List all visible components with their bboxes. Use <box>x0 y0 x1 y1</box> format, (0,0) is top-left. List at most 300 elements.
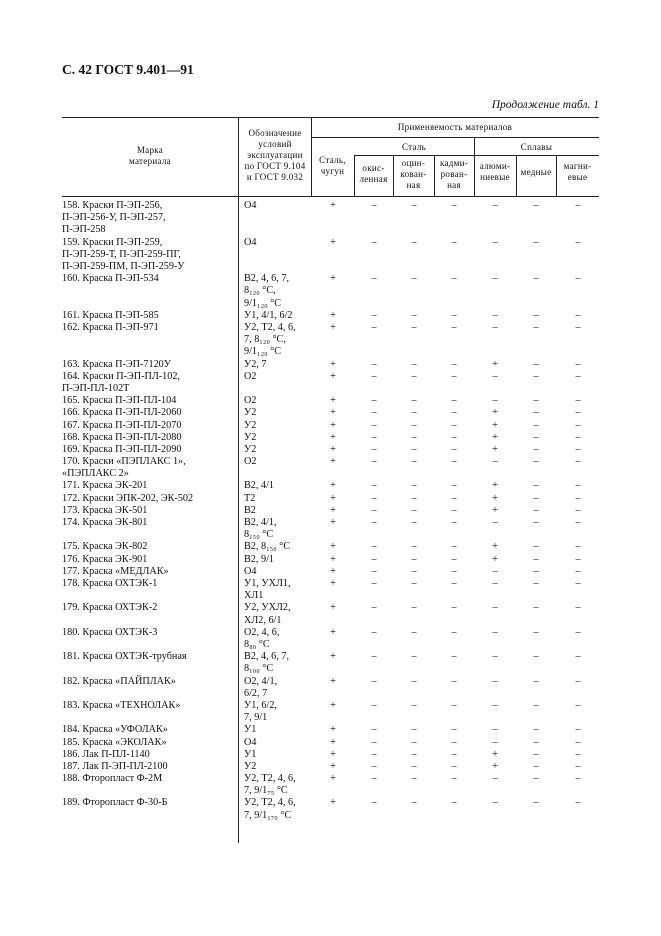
header-stal: Сталь <box>401 142 427 152</box>
conditions-code: У2, 7 <box>244 358 267 370</box>
table-row <box>62 432 599 444</box>
applicability-mark: – <box>533 236 539 248</box>
applicability-mark: + <box>330 773 336 785</box>
applicability-mark: – <box>451 395 457 407</box>
applicability-mark: – <box>411 626 417 638</box>
table-row <box>62 200 599 237</box>
applicability-mark: + <box>330 370 336 382</box>
applicability-mark: + <box>492 431 498 443</box>
applicability-mark: – <box>533 517 539 529</box>
conditions-code: У1 <box>244 724 257 736</box>
applicability-mark: + <box>330 504 336 516</box>
table-row <box>62 700 599 724</box>
applicability-mark: – <box>451 504 457 516</box>
applicability-mark: – <box>371 504 377 516</box>
applicability-mark: + <box>330 419 336 431</box>
material-name: 159. Краски П-ЭП-259, П-ЭП-259-Т, П-ЭП-259-ПГ, П-ЭП-259-ПМ, П-ЭП-259-У <box>62 236 185 272</box>
applicability-mark: + <box>330 443 336 455</box>
applicability-mark: + <box>330 492 336 504</box>
material-name: 185. Краска «ЭКОЛАК» <box>62 736 167 748</box>
material-name: 160. Краска П-ЭП-534 <box>62 273 159 285</box>
applicability-mark: + <box>330 236 336 248</box>
applicability-mark: + <box>492 358 498 370</box>
table-row <box>62 505 599 517</box>
applicability-mark: – <box>411 699 417 711</box>
applicability-mark: – <box>451 724 457 736</box>
applicability-mark: + <box>330 480 336 492</box>
conditions-code: О4 <box>244 236 257 248</box>
applicability-mark: – <box>451 736 457 748</box>
applicability-mark: – <box>533 651 539 663</box>
table-row <box>62 310 599 322</box>
material-name: 174. Краска ЭК-801 <box>62 517 148 529</box>
applicability-mark: – <box>492 724 498 736</box>
material-name: 184. Краска «УФОЛАК» <box>62 724 168 736</box>
conditions-code: У2 <box>244 760 257 772</box>
applicability-mark: + <box>330 577 336 589</box>
conditions-code: У2 <box>244 407 257 419</box>
applicability-mark: + <box>492 760 498 772</box>
applicability-mark: – <box>492 370 498 382</box>
conditions-code: У1, 6/2, 7, 9/1 <box>244 699 277 724</box>
applicability-mark: – <box>411 431 417 443</box>
applicability-mark: + <box>330 517 336 529</box>
applicability-mark: – <box>451 748 457 760</box>
material-name: 189. Фторопласт Ф-30-Б <box>62 797 168 809</box>
applicability-mark: – <box>575 407 581 419</box>
applicability-mark: – <box>411 443 417 455</box>
material-name: 165. Краска П-ЭП-ПЛ-104 <box>62 395 177 407</box>
table-row <box>62 456 599 480</box>
applicability-mark: – <box>371 419 377 431</box>
applicability-mark: – <box>411 456 417 468</box>
applicability-mark: – <box>575 321 581 333</box>
applicability-mark: + <box>492 504 498 516</box>
applicability-mark: – <box>575 443 581 455</box>
applicability-mark: – <box>371 443 377 455</box>
table-row <box>62 627 599 651</box>
header-primenyaemost: Применяемость материалов <box>397 122 513 132</box>
material-name: 167. Краска П-ЭП-ПЛ-2070 <box>62 419 182 431</box>
applicability-mark: – <box>451 492 457 504</box>
applicability-mark: – <box>492 773 498 785</box>
applicability-mark: – <box>451 321 457 333</box>
applicability-mark: – <box>451 565 457 577</box>
applicability-mark: – <box>492 395 498 407</box>
material-name: 179. Краска ОХТЭК-2 <box>62 602 158 614</box>
applicability-mark: – <box>411 724 417 736</box>
applicability-mark: + <box>330 273 336 285</box>
table-row <box>62 724 599 736</box>
applicability-mark: – <box>492 577 498 589</box>
applicability-mark: – <box>411 797 417 809</box>
applicability-mark: – <box>371 748 377 760</box>
applicability-mark: – <box>451 517 457 529</box>
applicability-mark: – <box>533 577 539 589</box>
applicability-mark: – <box>411 358 417 370</box>
applicability-mark: – <box>371 480 377 492</box>
applicability-mark: + <box>330 565 336 577</box>
applicability-mark: – <box>411 675 417 687</box>
applicability-mark: – <box>451 358 457 370</box>
applicability-mark: – <box>451 200 457 211</box>
applicability-mark: – <box>411 321 417 333</box>
applicability-mark: – <box>411 651 417 663</box>
applicability-mark: – <box>533 370 539 382</box>
table-row <box>62 273 599 310</box>
conditions-code: О2 <box>244 456 257 468</box>
applicability-mark: – <box>371 553 377 565</box>
applicability-mark: – <box>533 456 539 468</box>
conditions-code: У2 <box>244 431 257 443</box>
conditions-code: В2, 9/1 <box>244 553 275 565</box>
applicability-mark: – <box>411 419 417 431</box>
applicability-mark: – <box>451 456 457 468</box>
applicability-mark: – <box>533 200 539 211</box>
applicability-mark: – <box>575 760 581 772</box>
material-name: 176. Краска ЭК-901 <box>62 553 148 565</box>
table-row <box>62 602 599 626</box>
applicability-mark: – <box>451 431 457 443</box>
applicability-mark: – <box>575 517 581 529</box>
applicability-mark: – <box>575 370 581 382</box>
applicability-mark: + <box>492 553 498 565</box>
applicability-mark: – <box>533 675 539 687</box>
applicability-mark: – <box>451 699 457 711</box>
applicability-mark: – <box>411 541 417 553</box>
applicability-mark: – <box>533 443 539 455</box>
applicability-mark: + <box>492 407 498 419</box>
applicability-mark: + <box>330 760 336 772</box>
applicability-mark: – <box>451 602 457 614</box>
applicability-mark: – <box>575 565 581 577</box>
conditions-code: У1 <box>244 748 257 760</box>
applicability-mark: – <box>533 321 539 333</box>
applicability-mark: – <box>451 419 457 431</box>
table-row <box>62 797 599 821</box>
conditions-code: У2 <box>244 443 257 455</box>
applicability-mark: – <box>371 431 377 443</box>
table-row <box>62 578 599 602</box>
table-row <box>62 480 599 492</box>
applicability-mark: – <box>371 200 377 211</box>
table-row <box>62 676 599 700</box>
applicability-mark: – <box>411 760 417 772</box>
material-name: 183. Краска «ТЕХНОЛАК» <box>62 699 181 711</box>
applicability-mark: – <box>371 456 377 468</box>
material-name: 181. Краска ОХТЭК-трубная <box>62 651 187 663</box>
applicability-mark: – <box>411 553 417 565</box>
page-header: С. 42 ГОСТ 9.401—91 <box>62 62 194 77</box>
applicability-mark: – <box>451 760 457 772</box>
applicability-mark: – <box>492 273 498 285</box>
applicability-mark: – <box>492 651 498 663</box>
applicability-mark: – <box>451 273 457 285</box>
applicability-mark: + <box>330 651 336 663</box>
applicability-mark: – <box>533 273 539 285</box>
material-name: 171. Краска ЭК-201 <box>62 480 148 492</box>
applicability-mark: – <box>371 736 377 748</box>
applicability-mark: + <box>492 492 498 504</box>
conditions-code: У2, Т2, 4, 6, 7, 9/1₇₅ °С <box>244 773 296 797</box>
table-row <box>62 407 599 419</box>
conditions-code: В2, 4, 6, 7, 8₁₀₀ °С <box>244 651 289 675</box>
applicability-mark: + <box>492 541 498 553</box>
header-splavy: Сплавы <box>520 142 553 152</box>
applicability-mark: – <box>411 236 417 248</box>
conditions-code: У2, Т2, 4, 6, 7, 8₁₂₀ °С, 9/1₁₂₀ °С <box>244 321 296 358</box>
applicability-mark: + <box>330 797 336 809</box>
applicability-mark: – <box>371 309 377 321</box>
applicability-mark: – <box>533 553 539 565</box>
applicability-mark: + <box>330 431 336 443</box>
applicability-mark: – <box>575 797 581 809</box>
applicability-mark: – <box>451 541 457 553</box>
table-row <box>62 493 599 505</box>
applicability-mark: – <box>533 797 539 809</box>
applicability-mark: – <box>492 321 498 333</box>
applicability-mark: – <box>371 321 377 333</box>
applicability-mark: – <box>575 626 581 638</box>
table-row <box>62 566 599 578</box>
applicability-mark: + <box>330 456 336 468</box>
applicability-mark: – <box>411 200 417 211</box>
material-name: 177. Краска «МЕДЛАК» <box>62 565 169 577</box>
applicability-mark: + <box>492 480 498 492</box>
applicability-mark: – <box>371 358 377 370</box>
applicability-mark: – <box>575 577 581 589</box>
applicability-mark: + <box>330 724 336 736</box>
applicability-mark: + <box>492 748 498 760</box>
applicability-mark: – <box>411 309 417 321</box>
applicability-mark: – <box>371 541 377 553</box>
applicability-mark: + <box>330 309 336 321</box>
conditions-code: О2 <box>244 395 257 407</box>
applicability-mark: + <box>330 407 336 419</box>
table-row <box>62 322 599 359</box>
applicability-mark: – <box>371 724 377 736</box>
table-row <box>62 237 599 274</box>
header-subrule <box>311 137 599 138</box>
table-row <box>62 359 599 371</box>
applicability-mark: – <box>533 309 539 321</box>
applicability-mark: – <box>492 736 498 748</box>
table-header-bottom-rule <box>62 196 599 197</box>
applicability-mark: + <box>330 736 336 748</box>
applicability-mark: – <box>533 395 539 407</box>
table-row <box>62 420 599 432</box>
material-name: 163. Краска П-ЭП-7120У <box>62 358 171 370</box>
applicability-mark: – <box>533 736 539 748</box>
applicability-mark: – <box>533 358 539 370</box>
material-name: 188. Фторопласт Ф-2М <box>62 773 163 785</box>
applicability-mark: + <box>330 553 336 565</box>
header-oksidirovannaya: окис- ленная <box>359 163 388 184</box>
header-mednye: медные <box>520 167 552 177</box>
applicability-mark: – <box>371 626 377 638</box>
material-name: 173. Краска ЭК-501 <box>62 504 148 516</box>
applicability-mark: – <box>533 748 539 760</box>
applicability-mark: – <box>492 517 498 529</box>
applicability-mark: – <box>411 736 417 748</box>
applicability-mark: – <box>411 504 417 516</box>
applicability-mark: – <box>371 407 377 419</box>
applicability-mark: – <box>492 309 498 321</box>
applicability-mark: – <box>371 699 377 711</box>
conditions-code: В2, 4/1, 8₁₅₀ °С <box>244 517 277 541</box>
applicability-mark: + <box>330 321 336 333</box>
applicability-mark: – <box>371 773 377 785</box>
applicability-mark: + <box>330 395 336 407</box>
table-row <box>62 541 599 553</box>
applicability-mark: – <box>575 736 581 748</box>
material-name: 186. Лак П-ПЛ-1140 <box>62 748 150 760</box>
header-magnievye: магни- евые <box>563 161 592 182</box>
material-name: 158. Краски П-ЭП-256, П-ЭП-256-У, П-ЭП-257, П-ЭП-258 <box>62 200 166 236</box>
applicability-mark: – <box>451 797 457 809</box>
applicability-mark: – <box>371 760 377 772</box>
applicability-mark: – <box>451 773 457 785</box>
applicability-mark: – <box>575 480 581 492</box>
applicability-mark: – <box>533 504 539 516</box>
applicability-mark: – <box>533 602 539 614</box>
applicability-mark: – <box>533 760 539 772</box>
applicability-mark: – <box>492 626 498 638</box>
applicability-mark: – <box>575 541 581 553</box>
applicability-mark: – <box>411 602 417 614</box>
applicability-mark: – <box>533 724 539 736</box>
conditions-code: О4 <box>244 736 257 748</box>
applicability-mark: + <box>330 200 336 211</box>
applicability-mark: – <box>575 724 581 736</box>
applicability-mark: – <box>492 675 498 687</box>
conditions-code: О2 <box>244 370 257 382</box>
applicability-mark: – <box>575 773 581 785</box>
applicability-mark: – <box>411 395 417 407</box>
applicability-mark: – <box>411 577 417 589</box>
applicability-mark: – <box>492 236 498 248</box>
applicability-mark: – <box>451 577 457 589</box>
header-otsinkovannaya: оцин- кован- ная <box>400 158 427 190</box>
applicability-mark: – <box>411 370 417 382</box>
header-alyuminievye: алюми- ниевые <box>479 161 511 182</box>
material-name: 161. Краска П-ЭП-585 <box>62 309 159 321</box>
conditions-code: О4 <box>244 565 257 577</box>
applicability-mark: – <box>533 773 539 785</box>
applicability-mark: + <box>492 443 498 455</box>
conditions-code: О2, 4/1, 6/2, 7 <box>244 675 278 699</box>
applicability-mark: + <box>330 541 336 553</box>
applicability-mark: – <box>451 480 457 492</box>
applicability-mark: – <box>451 651 457 663</box>
applicability-mark: – <box>575 699 581 711</box>
applicability-mark: – <box>411 517 417 529</box>
conditions-code: У1, 4/1, 6/2 <box>244 309 293 321</box>
applicability-mark: – <box>451 675 457 687</box>
material-name: 187. Лак П-ЭП-ПЛ-2100 <box>62 760 168 772</box>
applicability-mark: – <box>371 370 377 382</box>
applicability-mark: – <box>575 200 581 211</box>
applicability-mark: – <box>371 577 377 589</box>
material-name: 182. Краска «ПАЙПЛАК» <box>62 675 176 687</box>
applicability-mark: – <box>371 273 377 285</box>
table-row <box>62 444 599 456</box>
applicability-mark: – <box>575 236 581 248</box>
conditions-code: В2 <box>244 504 256 516</box>
table-row <box>62 517 599 541</box>
applicability-mark: + <box>330 699 336 711</box>
applicability-mark: – <box>451 553 457 565</box>
applicability-mark: – <box>371 492 377 504</box>
applicability-mark: – <box>575 358 581 370</box>
applicability-mark: – <box>533 626 539 638</box>
applicability-mark: + <box>492 419 498 431</box>
applicability-mark: – <box>451 626 457 638</box>
table-row <box>62 761 599 773</box>
applicability-mark: – <box>575 553 581 565</box>
applicability-mark: – <box>575 602 581 614</box>
applicability-mark: – <box>371 517 377 529</box>
applicability-mark: – <box>492 200 498 211</box>
conditions-code: У1, УХЛ1, ХЛ1 <box>244 577 291 602</box>
header-stal-chugun: Сталь, чугун <box>319 155 346 176</box>
table-row <box>62 737 599 749</box>
table-continuation-caption: Продолжение табл. 1 <box>491 99 599 111</box>
header-kadmirovannaya: кадми- рован- ная <box>439 158 469 190</box>
conditions-code: В2, 4/1 <box>244 480 275 492</box>
applicability-mark: – <box>533 431 539 443</box>
applicability-mark: – <box>411 273 417 285</box>
material-name: 168. Краска П-ЭП-ПЛ-2080 <box>62 431 182 443</box>
table-body <box>62 200 599 822</box>
applicability-mark: – <box>575 748 581 760</box>
applicability-mark: – <box>492 456 498 468</box>
material-name: 162. Краска П-ЭП-971 <box>62 321 159 333</box>
applicability-mark: – <box>575 419 581 431</box>
applicability-mark: – <box>371 236 377 248</box>
table-top-rule <box>62 117 599 118</box>
applicability-mark: – <box>533 492 539 504</box>
header-oboznachenie: Обозначение условий эксплуатации по ГОСТ 9.104 и ГОСТ 9.032 <box>244 128 306 182</box>
applicability-mark: – <box>533 407 539 419</box>
applicability-mark: – <box>533 480 539 492</box>
applicability-mark: – <box>575 492 581 504</box>
applicability-mark: – <box>371 797 377 809</box>
material-name: 164. Краски П-ЭП-ПЛ-102, П-ЭП-ПЛ-102Т <box>62 370 180 394</box>
applicability-mark: – <box>411 480 417 492</box>
conditions-code: В2, 4, 6, 7, 8₁₂₀ °С, 9/1₁₂₀ °С <box>244 273 289 309</box>
conditions-code: В2, 8₁₅₀ °С <box>244 541 291 553</box>
conditions-code: О4 <box>244 200 257 211</box>
table-row <box>62 371 599 395</box>
applicability-mark: – <box>575 309 581 321</box>
material-name: 180. Краска ОХТЭК-3 <box>62 626 158 638</box>
applicability-mark: – <box>575 395 581 407</box>
applicability-mark: – <box>575 675 581 687</box>
material-name: 170. Краски «ПЭПЛАКС 1», «ПЭПЛАКС 2» <box>62 456 186 480</box>
applicability-mark: – <box>411 748 417 760</box>
conditions-code: Т2 <box>244 492 256 504</box>
header-subrule <box>354 155 599 156</box>
applicability-mark: + <box>330 602 336 614</box>
material-name: 166. Краска П-ЭП-ПЛ-2060 <box>62 407 182 419</box>
header-marka: Марка материала <box>129 145 171 166</box>
applicability-mark: – <box>492 565 498 577</box>
applicability-mark: – <box>451 309 457 321</box>
material-name: 175. Краска ЭК-802 <box>62 541 148 553</box>
applicability-mark: – <box>371 565 377 577</box>
applicability-mark: – <box>411 565 417 577</box>
